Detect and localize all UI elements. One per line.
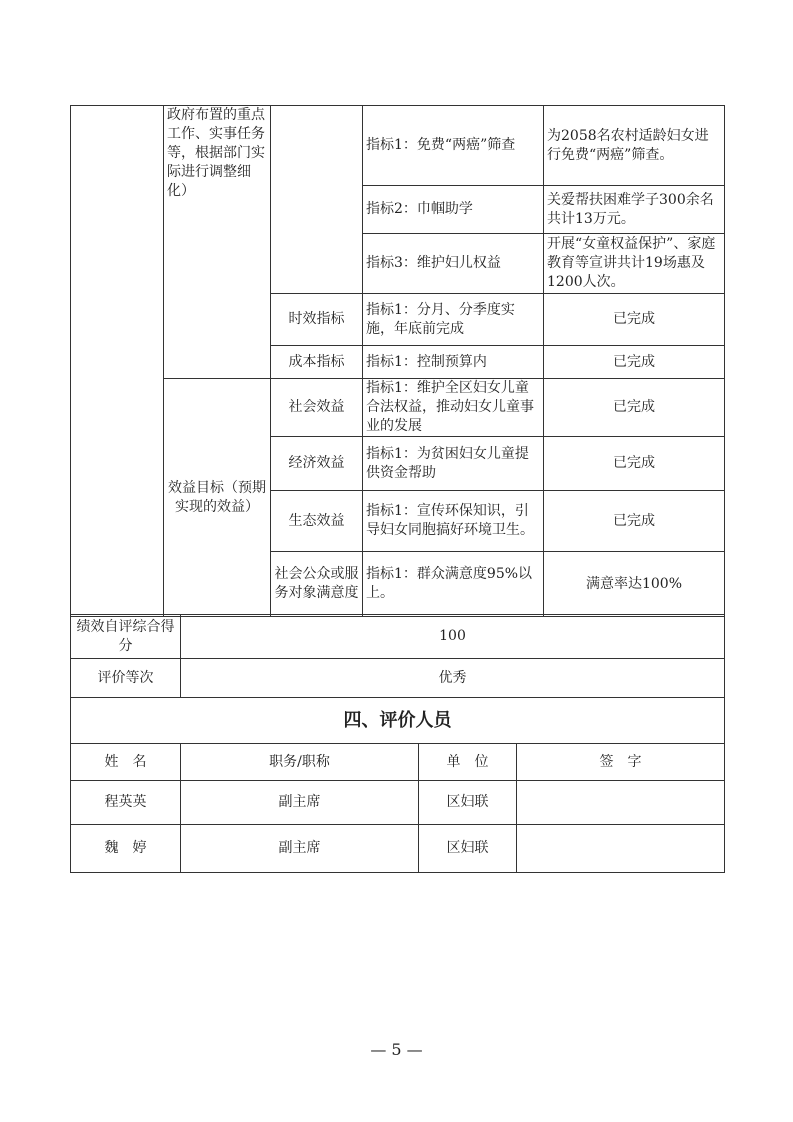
evaluation-table: [70, 614, 725, 873]
benefit-label: 效益目标（预期实现的效益）: [164, 379, 271, 617]
result-cell: 已完成: [544, 437, 725, 491]
indicator-cell: 指标1：维护全区妇女儿童合法权益，推动妇女儿童事业的发展: [363, 379, 544, 437]
blank-cell: [271, 106, 363, 294]
header-unit: 单 位: [419, 744, 517, 781]
result-cell: 为2058名农村适龄妇女进行免费“两癌”筛查。: [544, 106, 725, 186]
indicator-cell: 指标3：维护妇儿权益: [363, 234, 544, 294]
category-cell: 经济效益: [271, 437, 363, 491]
table-row: [71, 825, 725, 873]
section-title: 四、评价人员: [71, 698, 725, 744]
header-signature: 签 字: [517, 744, 725, 781]
indicator-cell: 指标1：分月、分季度实施，年底前完成: [363, 294, 544, 346]
evaluator-signature: [517, 825, 725, 873]
result-cell: 满意率达100%: [544, 552, 725, 617]
evaluator-name: 魏 婷: [71, 825, 181, 873]
performance-indicator-table: [70, 105, 725, 617]
evaluator-unit: 区妇联: [419, 781, 517, 825]
evaluator-title: 副主席: [181, 781, 419, 825]
blank-cell: [71, 106, 164, 617]
evaluator-name: 程英英: [71, 781, 181, 825]
output-description: 政府布置的重点工作、实事任务等，根据部门实际进行调整细化）: [164, 106, 271, 379]
header-name: 姓 名: [71, 744, 181, 781]
result-cell: 已完成: [544, 346, 725, 379]
result-cell: 关爱帮扶困难学子300余名共计13万元。: [544, 186, 725, 234]
indicator-cell: 指标2：巾帼助学: [363, 186, 544, 234]
evaluator-unit: 区妇联: [419, 825, 517, 873]
result-cell: 已完成: [544, 491, 725, 552]
header-title: 职务/职称: [181, 744, 419, 781]
score-label: 绩效自评综合得分: [71, 615, 181, 659]
category-cell: 成本指标: [271, 346, 363, 379]
indicator-cell: 指标1：为贫困妇女儿童提供资金帮助: [363, 437, 544, 491]
grade-label: 评价等次: [71, 659, 181, 698]
result-cell: 已完成: [544, 379, 725, 437]
indicator-cell: 指标1：群众满意度95%以上。: [363, 552, 544, 617]
evaluator-signature: [517, 781, 725, 825]
grade-value: 优秀: [181, 659, 725, 698]
evaluator-title: 副主席: [181, 825, 419, 873]
score-value: 100: [181, 615, 725, 659]
category-cell: 社会公众或服务对象满意度: [271, 552, 363, 617]
result-cell: 开展“女童权益保护”、家庭教育等宣讲共计19场惠及1200人次。: [544, 234, 725, 294]
table-row: [71, 781, 725, 825]
category-cell: 生态效益: [271, 491, 363, 552]
indicator-cell: 指标1：控制预算内: [363, 346, 544, 379]
indicator-cell: 指标1：宣传环保知识，引导妇女同胞搞好环境卫生。: [363, 491, 544, 552]
category-cell: 社会效益: [271, 379, 363, 437]
category-cell: 时效指标: [271, 294, 363, 346]
indicator-cell: 指标1：免费“两癌”筛查: [363, 106, 544, 186]
result-cell: 已完成: [544, 294, 725, 346]
page-number: — 5 —: [370, 1040, 423, 1059]
